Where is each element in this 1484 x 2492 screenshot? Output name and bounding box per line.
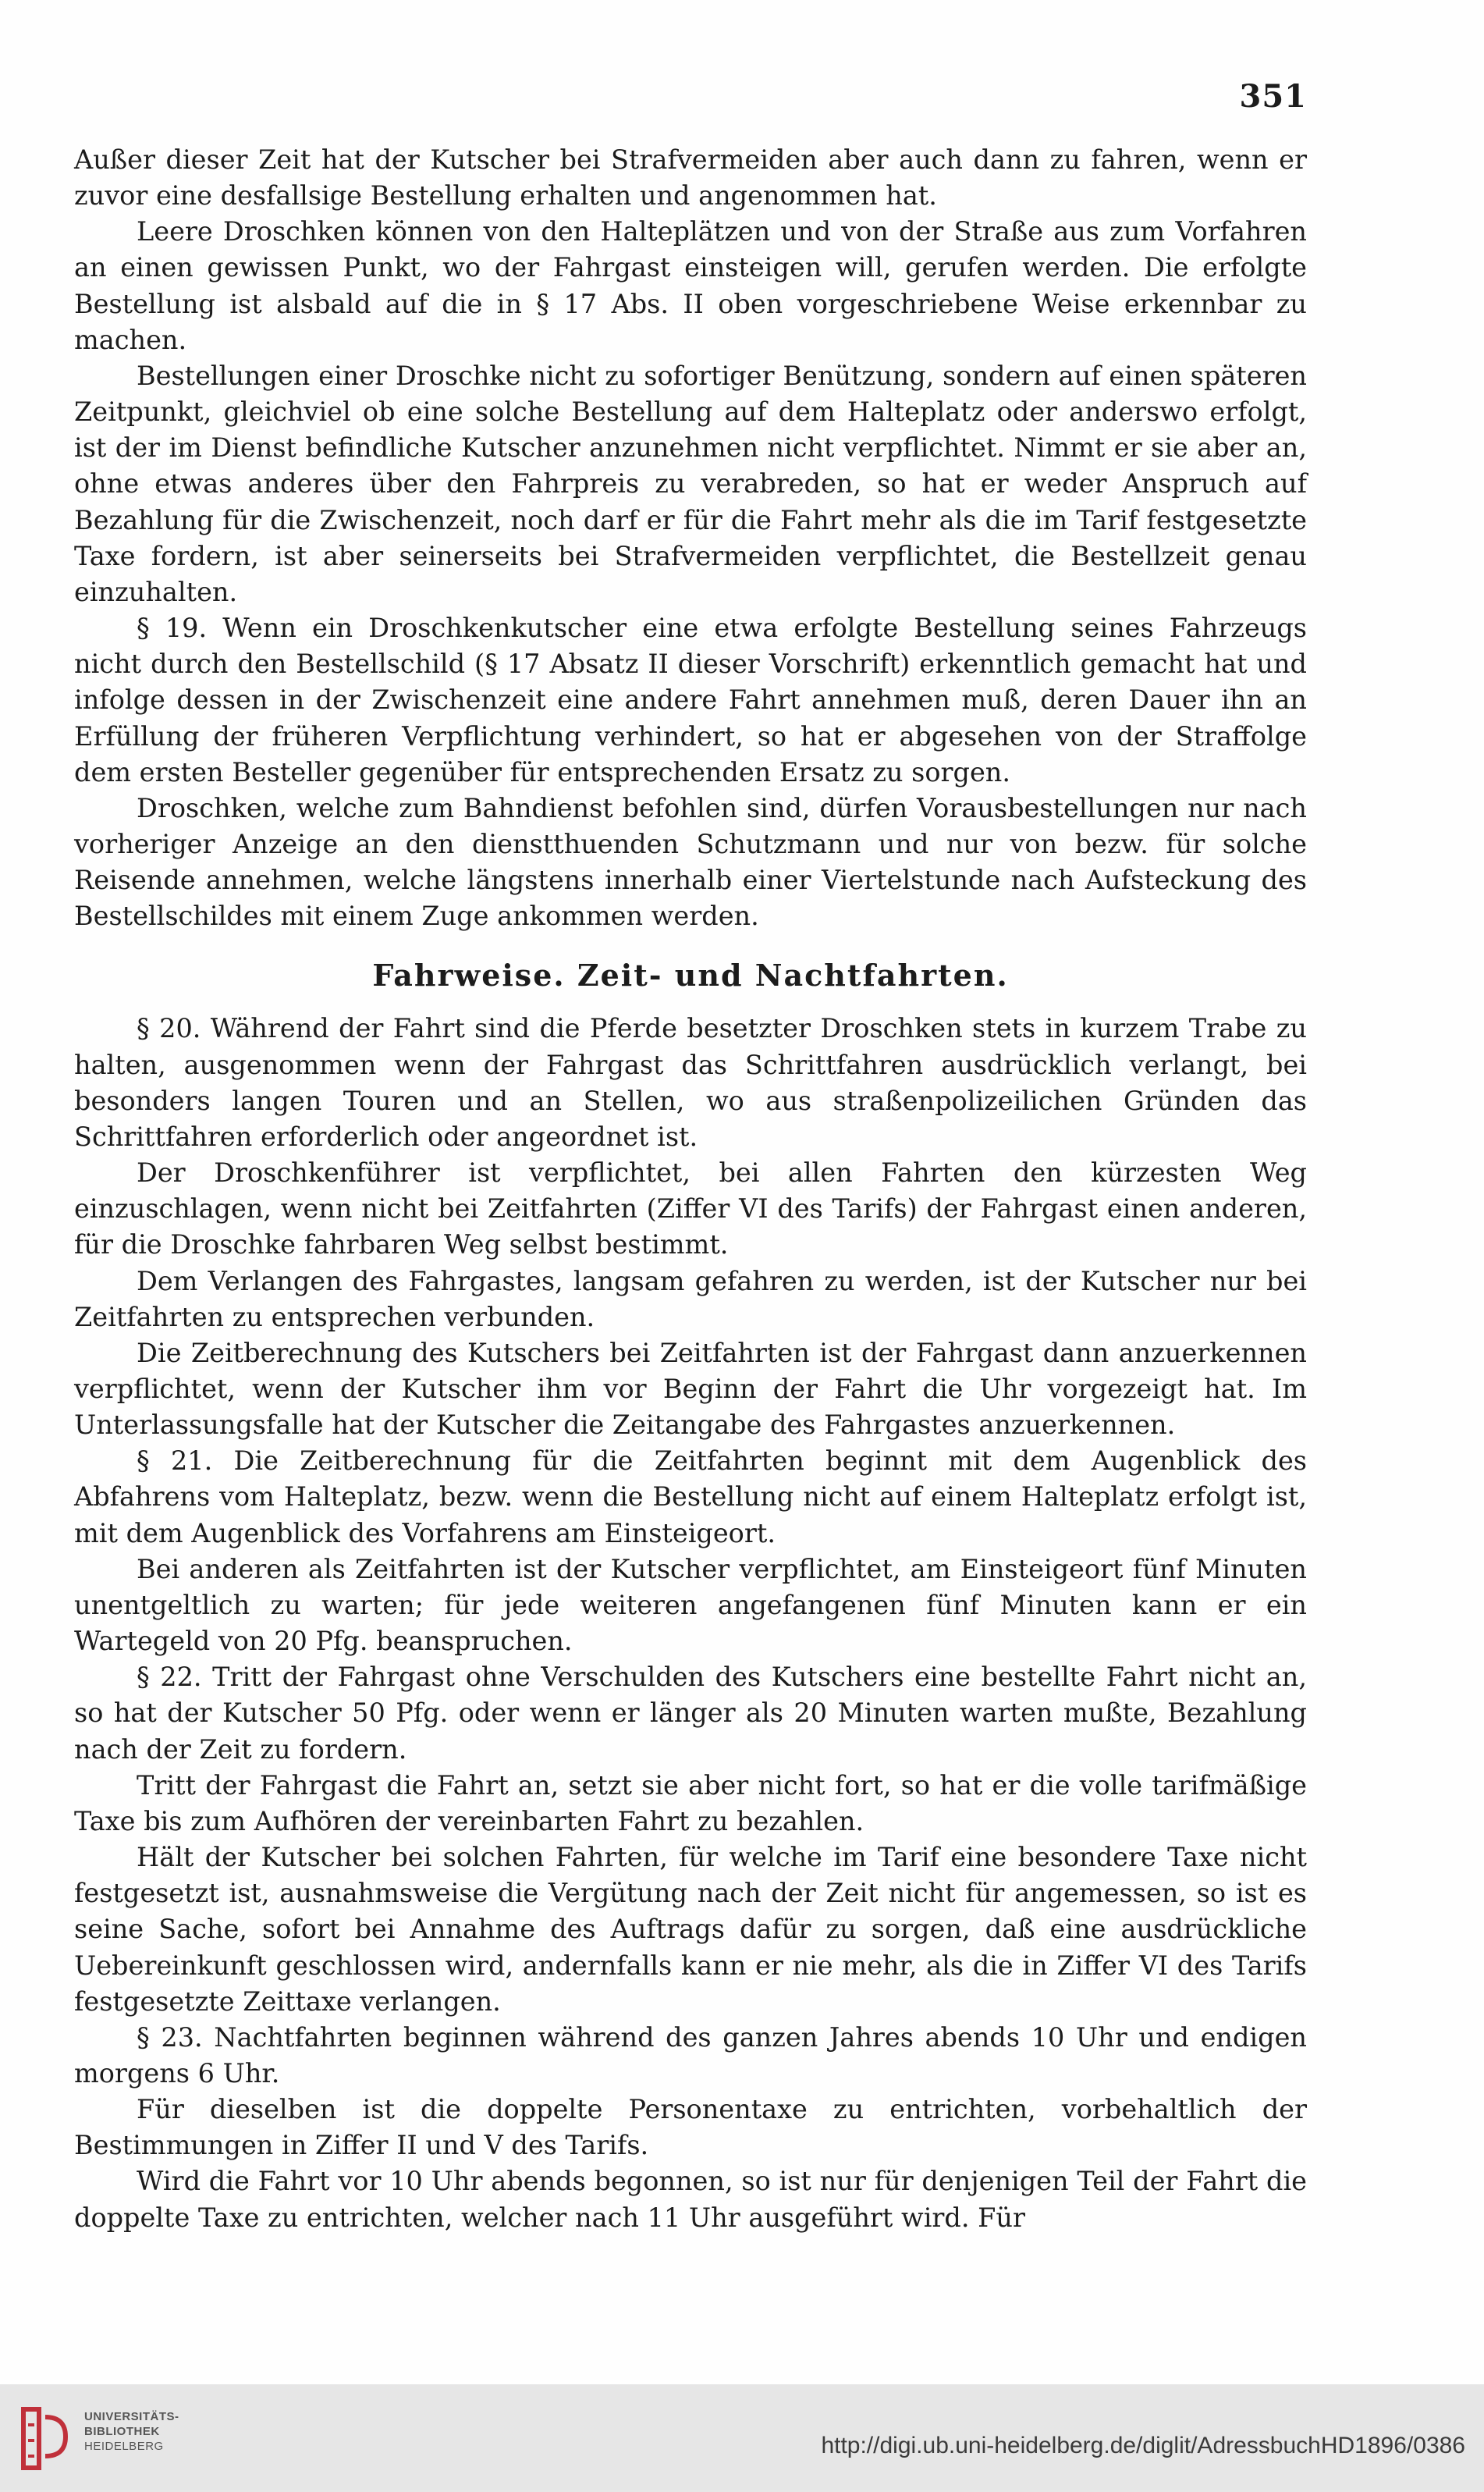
paragraph: Dem Verlangen des Fahrgastes, langsam gefahren zu werden, ist der Kutscher nur bei Zeitfahrten zu entsprechen verbunden. bbox=[74, 1265, 1307, 1332]
logo-line: BIBLIOTHEK bbox=[84, 2425, 160, 2438]
paragraph: Tritt der Fahrgast die Fahrt an, setzt sie aber nicht fort, so hat er die volle tarifmäßige Taxe bis zum Aufhören der vereinbarten Fahrt zu bezahlen. bbox=[74, 1769, 1307, 1836]
logo-line: HEIDELBERG bbox=[84, 2440, 164, 2453]
paragraph: Bei anderen als Zeitfahrten ist der Kutscher verpflichtet, am Einsteigeort fünf Minuten unentgeltlich zu warten; für jede weiteren angefangenen fünf Minuten kann er ein Wartegeld von 20 Pfg. beanspruchen. bbox=[74, 1553, 1307, 1657]
logo-line: UNIVERSITÄTS- bbox=[84, 2410, 179, 2423]
paragraph-section-21: § 21. Die Zeitberechnung für die Zeitfahrten beginnt mit dem Augenblick des Abfahrens vom Halteplatz, bezw. wenn die Bestellung nicht auf einem Halteplatz erfolgt ist, mit dem Augenblick des Vorfahrens am Einsteigeort. bbox=[74, 1445, 1307, 1548]
footer-bar bbox=[0, 2384, 1484, 2492]
body-text bbox=[74, 142, 1307, 2236]
paragraph: Für dieselben ist die doppelte Personentaxe zu entrichten, vorbehaltlich der Bestimmungen in Ziffer II und V des Tarifs. bbox=[74, 2094, 1307, 2161]
section-heading: Fahrweise. Zeit- und Nachtfahrten. bbox=[372, 958, 1009, 994]
paragraph: Hält der Kutscher bei solchen Fahrten, für welche im Tarif eine besondere Taxe nicht festgesetzt ist, ausnahmsweise die Vergütung nach der Zeit nicht für angemessen, so ist es seine Sache, sofort bei Annahme des Auftrags dafür zu sorgen, daß eine ausdrückliche Uebereinkunft geschlossen wird, andernfalls kann er nie mehr, als die in Ziffer VI des Tarifs festgesetzte Zeittaxe verlangen. bbox=[74, 1842, 1307, 2017]
paragraph: Leere Droschken können von den Halteplätzen und von der Straße aus zum Vorfahren an einen gewissen Punkt, wo der Fahrgast einsteigen will, gerufen werden. Die erfolgte Bestellung ist alsbald auf die in § 17 Abs. II oben vorgeschriebene Weise erkennbar zu machen. bbox=[74, 216, 1307, 355]
paragraph: Droschken, welche zum Bahndienst befohlen sind, dürfen Vorausbestellungen nur nach vorheriger Anzeige an den dienstthuenden Schutzmann und nur von bezw. für solche Reisende annehmen, welche längstens innerhalb einer Viertelstunde nach Aufsteckung des Bestellschildes mit einem Zuge ankommen werden. bbox=[74, 792, 1307, 932]
university-library-logo bbox=[17, 2401, 197, 2476]
library-seal-icon bbox=[17, 2401, 72, 2476]
paragraph-section-19: § 19. Wenn ein Droschkenkutscher eine etwa erfolgte Bestellung seines Fahrzeugs nicht durch den Bestellschild (§ 17 Absatz II dieser Vorschrift) erkenntlich gemacht hat und infolge dessen in der Zwischenzeit eine andere Fahrt annehmen muß, deren Dauer ihn an Erfüllung der früheren Verpflichtung verhindert, so hat er abgesehen von der Straffolge dem ersten Besteller gegenüber für entsprechenden Ersatz zu sorgen. bbox=[74, 613, 1307, 787]
page-number: 351 bbox=[1239, 78, 1307, 115]
paragraph: Die Zeitberechnung des Kutschers bei Zeitfahrten ist der Fahrgast dann anzuerkennen verpflichtet, wenn der Kutscher ihm vor Beginn der Fahrt die Uhr vorgezeigt hat. Im Unterlassungsfalle hat der Kutscher die Zeitangabe des Fahrgastes anzuerkennen. bbox=[74, 1337, 1307, 1441]
paragraph: Bestellungen einer Droschke nicht zu sofortiger Benützung, sondern auf einen späteren Zeitpunkt, gleichviel ob eine solche Bestellung auf dem Halteplatz oder anderswo erfolgt, ist der im Dienst befindliche Kutscher anzunehmen nicht verpflichtet. Nimmt er sie aber an, ohne etwas anderes über den Fahrpreis zu verabreden, so hat er weder Anspruch auf Bezahlung für die Zwischenzeit, noch darf er für die Fahrt mehr als die im Tarif festgesetzte Taxe fordern, ist aber seinerseits bei Strafvermeiden verpflichtet, die Bestellzeit genau einzuhalten. bbox=[74, 360, 1307, 607]
paragraph-section-20: § 20. Während der Fahrt sind die Pferde besetzter Droschken stets in kurzem Trabe zu halten, ausgenommen wenn der Fahrgast das Schrittfahren ausdrücklich verlangt, bei besonders langen Touren und an Stellen, wo aus straßenpolizeilichen Gründen das Schrittfahren erforderlich oder angeordnet ist. bbox=[74, 1013, 1307, 1152]
paragraph: Außer dieser Zeit hat der Kutscher bei Strafvermeiden aber auch dann zu fahren, wenn er zuvor eine desfallsige Bestellung erhalten und angenommen hat. bbox=[74, 144, 1307, 212]
paragraph: Der Droschkenführer ist verpflichtet, bei allen Fahrten den kürzesten Weg einzuschlagen, wenn nicht bei Zeitfahrten (Ziffer VI des Tarifs) der Fahrgast einen anderen, für die Droschke fahrbaren Weg selbst bestimmt. bbox=[74, 1157, 1307, 1260]
paragraph-section-22: § 22. Tritt der Fahrgast ohne Verschulden des Kutschers eine bestellte Fahrt nicht an, so hat der Kutscher 50 Pfg. oder wenn er länger als 20 Minuten warten mußte, Bezahlung nach der Zeit zu fordern. bbox=[74, 1662, 1307, 1765]
logo-text bbox=[84, 2409, 179, 2454]
source-url-link[interactable]: http://digi.ub.uni-heidelberg.de/diglit/AdressbuchHD1896/0386 bbox=[821, 2433, 1465, 2458]
paragraph-section-23: § 23. Nachtfahrten beginnen während des ganzen Jahres abends 10 Uhr und endigen morgens 6 Uhr. bbox=[74, 2021, 1307, 2089]
paragraph: Wird die Fahrt vor 10 Uhr abends begonnen, so ist nur für denjenigen Teil der Fahrt die doppelte Taxe zu entrichten, welcher nach 11 Uhr ausgeführt wird. Für bbox=[74, 2166, 1307, 2233]
